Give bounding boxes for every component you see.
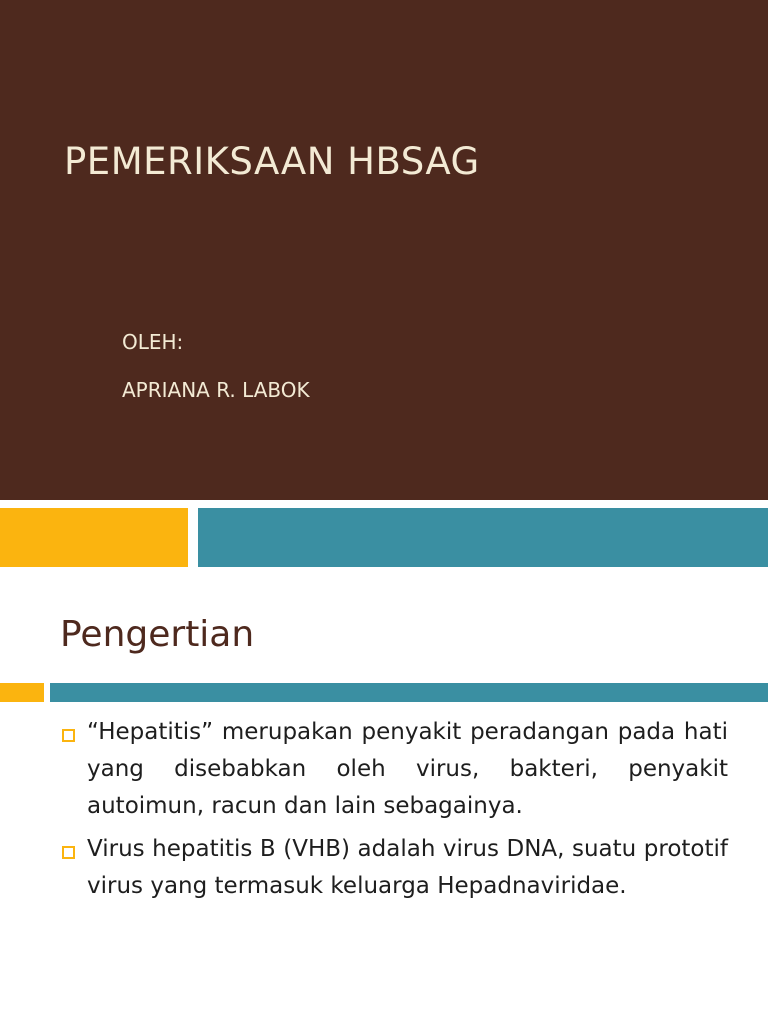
bullet-item [60,714,728,825]
bullet-item [60,831,728,905]
bullet-list [60,714,728,911]
teal-accent-band [198,508,768,567]
slide-title: PEMERIKSAAN HBSAG [64,140,480,183]
square-bullet-icon [62,729,75,742]
title-slide [0,0,768,500]
square-bullet-icon [62,846,75,859]
author-label: OLEH: [122,330,184,354]
bullet-text: “Hepatitis” merupakan penyakit peradangan pada hati yang disebabkan oleh virus, bakteri, penyakit autoimun, racun dan lain sebagainya. [87,719,728,819]
section-heading: Pengertian [60,614,255,655]
teal-heading-rule [50,683,768,702]
author-name: APRIANA R. LABOK [122,378,310,402]
author-block [122,318,310,414]
bullet-text: Virus hepatitis B (VHB) adalah virus DNA, suatu prototif virus yang termasuk keluarga Hepadnaviridae. [87,836,728,899]
yellow-accent-band [0,508,188,567]
yellow-heading-rule [0,683,44,702]
